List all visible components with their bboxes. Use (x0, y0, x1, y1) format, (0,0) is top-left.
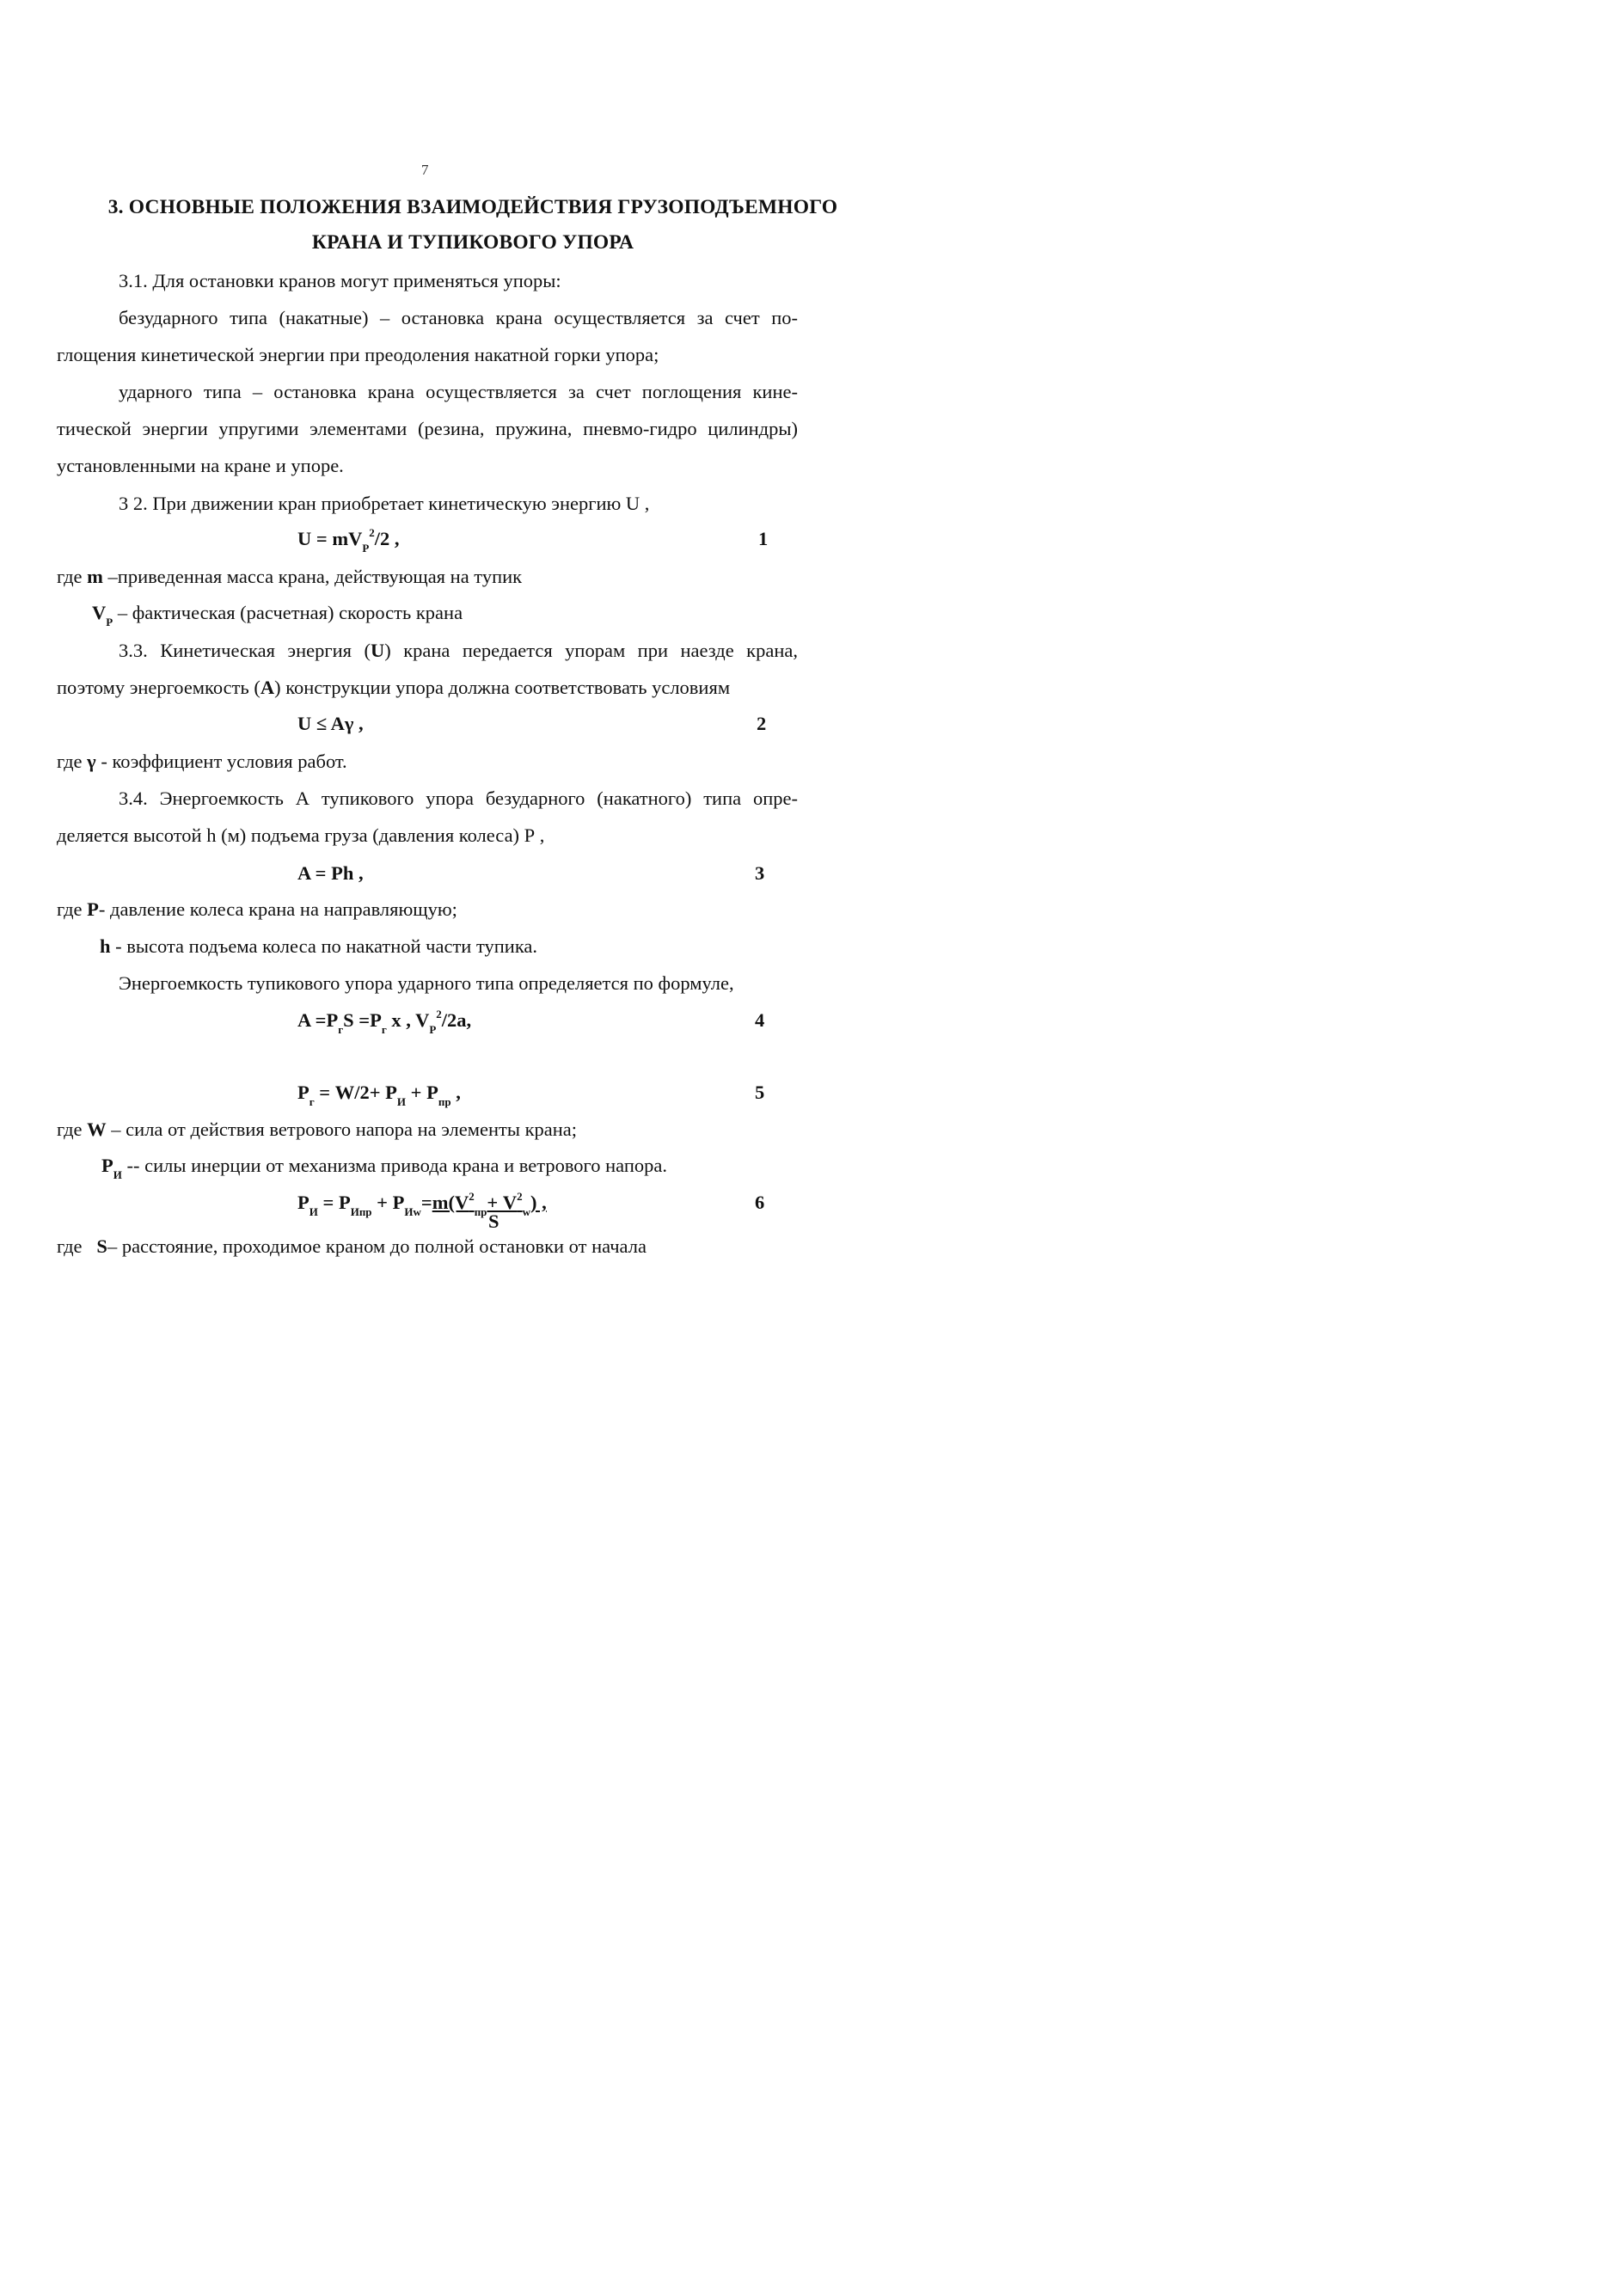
equation-4-number: 4 (755, 1009, 765, 1031)
equation-2: U ≤ Aγ , (297, 713, 364, 734)
equation-5-number: 5 (755, 1082, 765, 1103)
p34-line1: 3.4. Энергоемкость А тупикового упора безударного (накатного) типа опре- (119, 788, 798, 809)
document-page (0, 0, 946, 1339)
equation-6-number: 6 (755, 1192, 765, 1213)
p31-type-b-line3: установленными на кране и упоре. (57, 455, 344, 476)
section-heading-line1: 3. ОСНОВНЫЕ ПОЛОЖЕНИЯ ВЗАИМОДЕЙСТВИЯ ГРУЗОПОДЪЕМНОГО (107, 196, 838, 218)
p34-where-w: где W – сила от действия ветрового напора на элементы крана; (57, 1118, 578, 1140)
page-number: 7 (421, 162, 429, 178)
section-heading-line2: КРАНА И ТУПИКОВОГО УПОРА (311, 231, 634, 254)
equation-5: $P_г = W/2+ P_И + P_{пр}$ , (297, 1082, 461, 1108)
p32-where-m: где m –приведенная масса крана, действующая на тупик (57, 566, 523, 587)
equation-6: $P_И = P_{Ипр} + P_{Иw}=m(V^2_{пр}+ V^2_w)$ , (297, 1189, 547, 1218)
p32-where-vp: $V_P$ – фактическая (расчетная) скорость крана (92, 602, 463, 628)
p34-line2: деляется высотой h (м) подъема груза (давления колеса) Р , (57, 824, 545, 846)
p31-intro: 3.1. Для остановки кранов могут применяться упоры: (119, 270, 561, 291)
p33-line2: поэтому энергоемкость (A) конструкции упора должна соответствовать условиям (57, 677, 731, 698)
p31-type-b-line1: ударного типа – остановка крана осуществляется за счет поглощения кине- (119, 381, 798, 402)
equation-3: A = Ph , (297, 862, 364, 884)
p31-type-a-line2: глощения кинетической энергии при преодоления накатной горки упора; (57, 344, 659, 365)
equation-6-denominator: S (488, 1210, 499, 1232)
p33-line1: 3.3. Кинетическая энергия (U) крана передается упорам при наезде крана, (119, 640, 798, 661)
equation-4: $A =P_гS =P_г$ x , $V_P^2/2a$, (297, 1007, 472, 1036)
equation-6-numerator: $m(V^2_{пр}+ V^2_w)$ , (432, 1189, 547, 1218)
p33-where-gamma: где γ - коэффициент условия работ. (57, 751, 347, 772)
equation-1-number: 1 (758, 528, 769, 549)
p34-where-p: где P- давление колеса крана на направляющую; (57, 898, 457, 920)
p34-impact-text: Энергоемкость тупикового упора ударного типа определяется по формуле, (119, 972, 734, 994)
p34-where-s: где S– расстояние, проходимое краном до полной остановки от начала (57, 1235, 647, 1257)
p31-type-a-line1: безударного типа (накатные) – остановка крана осуществляется за счет по- (119, 307, 798, 328)
p31-type-b-line2: тической энергии упругими элементами (резина, пружина, пневмо-гидро цилиндры) (57, 418, 798, 439)
equation-2-number: 2 (757, 713, 767, 734)
p34-where-h: h - высота подъема колеса по накатной части тупика. (100, 935, 538, 957)
p32-text: 3 2. При движении кран приобретает кинетическую энергию U , (119, 493, 650, 514)
equation-1: $U = mV_P^2/2$ , (297, 525, 400, 555)
equation-3-number: 3 (755, 862, 765, 884)
p34-where-pi: $P_И$ -- силы инерции от механизма привода крана и ветрового напора. (101, 1155, 667, 1181)
